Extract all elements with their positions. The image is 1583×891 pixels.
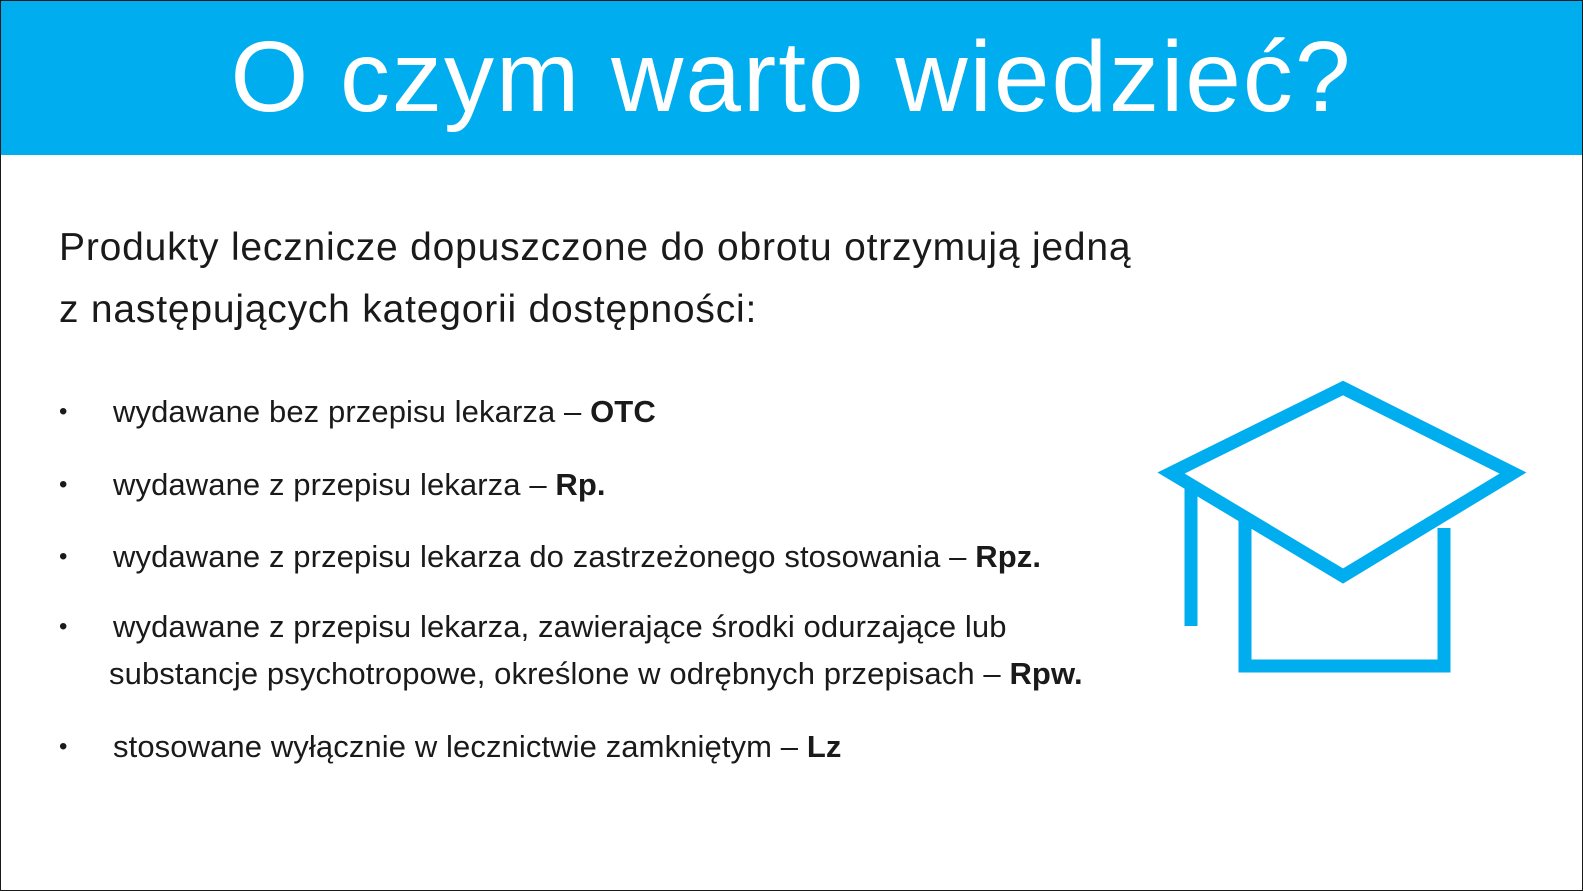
title-banner — [1, 1, 1582, 155]
list-item-text — [113, 724, 842, 770]
list-item-label: wydawane z przepisu lekarza do zastrzeżonego stosowania – — [113, 539, 976, 574]
cap-board-shape — [1171, 388, 1513, 576]
list-item-text — [113, 389, 656, 435]
category-code: Lz — [806, 729, 842, 764]
intro-line-2: z następujących kategorii dostępności: — [59, 288, 758, 331]
list-item-label: stosowane wyłącznie w lecznictwie zamkniętym – — [113, 729, 807, 764]
category-code: Rpz. — [975, 539, 1042, 574]
page-title: O czym warto wiedzieć? — [230, 21, 1353, 133]
bullet-icon: • — [59, 543, 68, 570]
list-item-text — [113, 462, 606, 508]
list-item-text: wydawane z przepisu lekarza, zawierające środki odurzające lub — [113, 609, 1007, 644]
intro-paragraph — [59, 217, 1259, 341]
intro-line-1: Produkty lecznicze dopuszczone do obrotu otrzymują jedną — [59, 226, 1132, 269]
bullet-icon: • — [59, 471, 68, 498]
list-item-text-continued — [109, 651, 1083, 697]
list-item-label: wydawane z przepisu lekarza – — [113, 467, 556, 502]
category-code: Rp. — [555, 467, 606, 502]
bullet-icon: • — [59, 613, 68, 640]
list-item-label: substancje psychotropowe, określone w odrębnych przepisach – — [109, 656, 1010, 691]
graduation-cap-icon — [1151, 376, 1541, 686]
bullet-icon: • — [59, 733, 68, 760]
category-code: Rpw. — [1009, 656, 1083, 691]
bullet-icon: • — [59, 398, 68, 425]
list-item-text — [113, 534, 1041, 580]
list-item-label: wydawane bez przepisu lekarza – — [113, 394, 591, 429]
category-code: OTC — [590, 394, 656, 429]
